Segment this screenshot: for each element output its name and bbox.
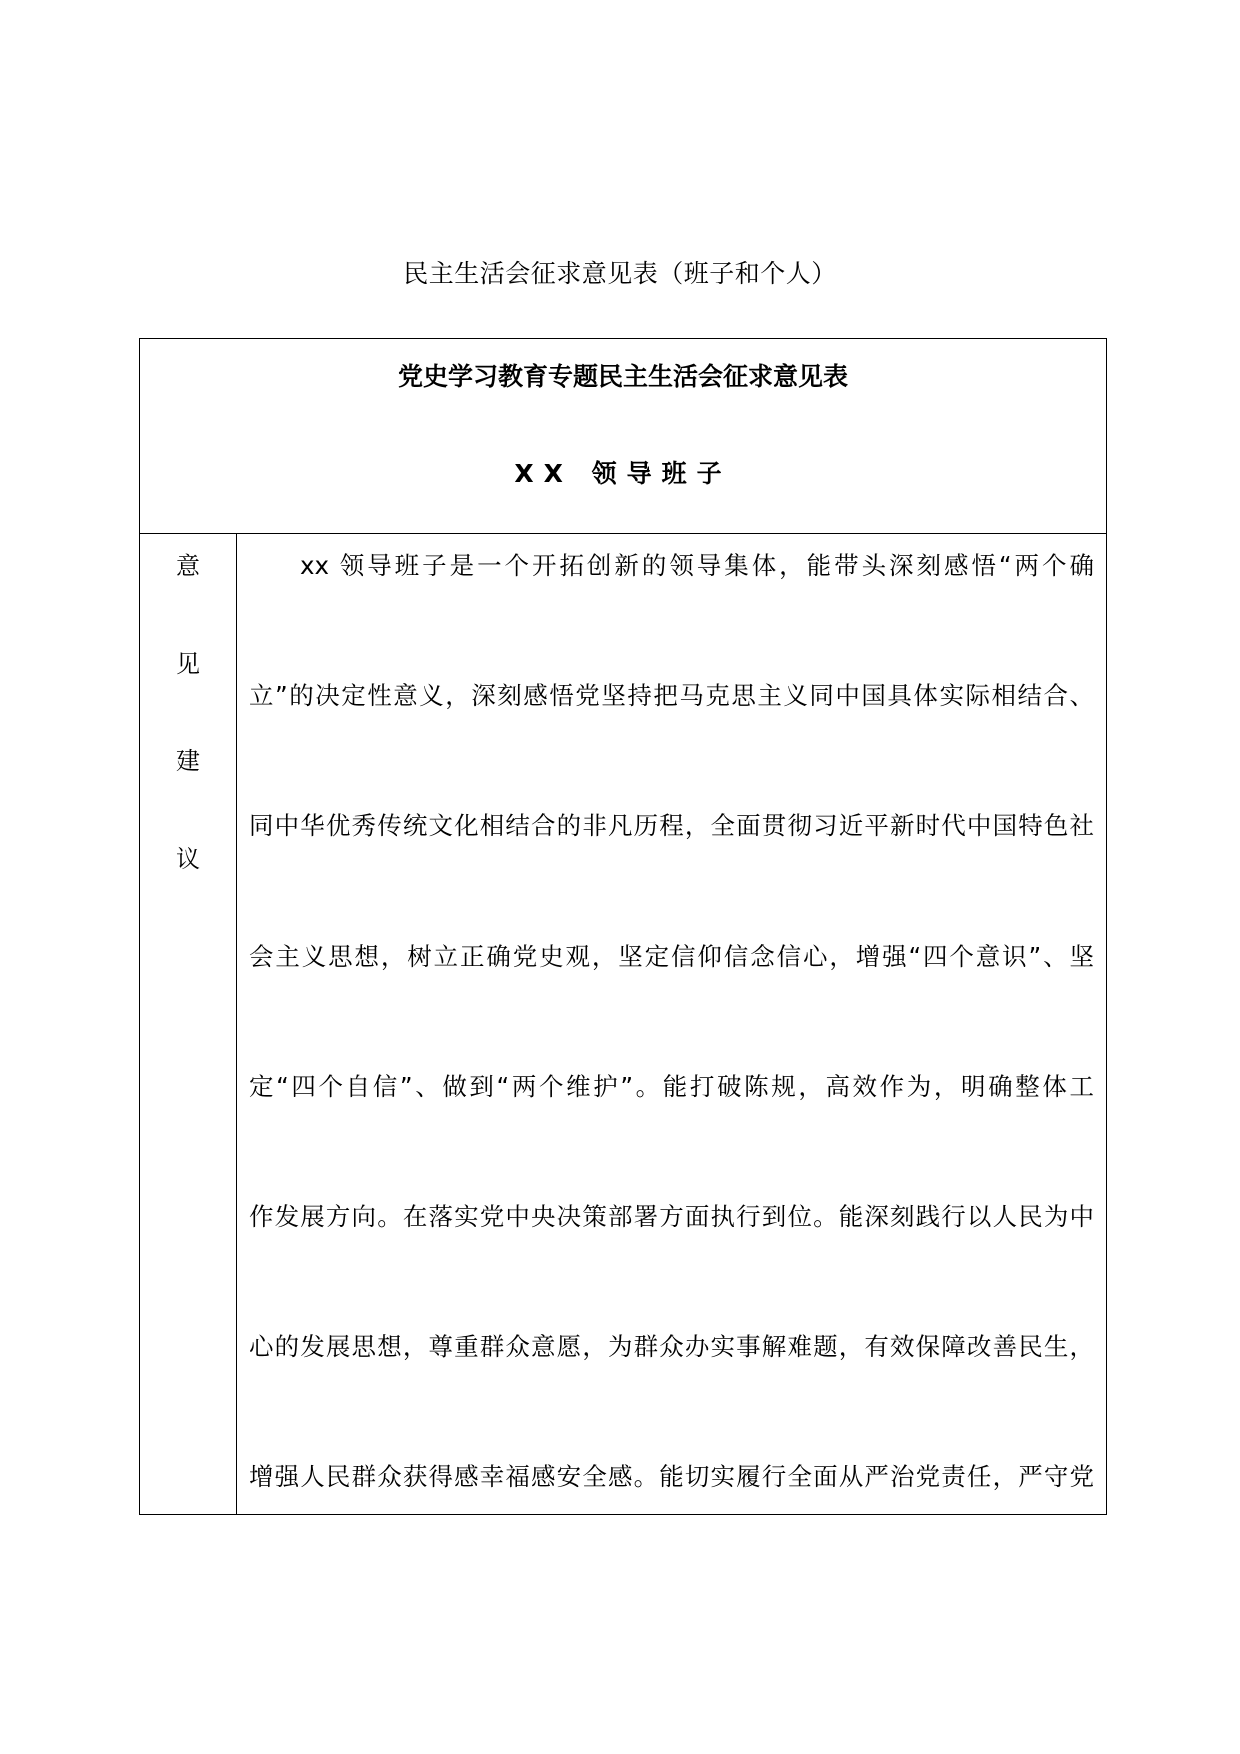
subject-name: XX 领导班子 <box>514 459 732 488</box>
label-column <box>140 534 237 1514</box>
content-line: 心的发展思想，尊重群众意愿，为群众办实事解难题，有效保障改善民生， <box>249 1332 1094 1361</box>
document-title: 民主生活会征求意见表（班子和个人） <box>403 259 837 288</box>
label-char: 议 <box>176 845 200 873</box>
label-char: 意 <box>176 552 200 580</box>
label-char: 见 <box>176 650 200 678</box>
form-header <box>140 339 1106 534</box>
content-line: 增强人民群众获得感幸福感安全感。能切实履行全面从严治党责任，严守党 <box>249 1462 1094 1491</box>
content-line: 同中华优秀传统文化相结合的非凡历程，全面贯彻习近平新时代中国特色社 <box>249 811 1094 840</box>
opinion-content <box>237 534 1106 1514</box>
content-line: xx 领导班子是一个开拓创新的领导集体，能带头深刻感悟“两个确 <box>300 551 1094 580</box>
content-line: 立”的决定性意义，深刻感悟党坚持把马克思主义同中国具体实际相结合、 <box>249 681 1094 710</box>
label-char: 建 <box>176 747 200 775</box>
content-line: 定“四个自信”、做到“两个维护”。能打破陈规，高效作为，明确整体工 <box>249 1072 1094 1101</box>
content-line: 作发展方向。在落实党中央决策部署方面执行到位。能深刻践行以人民为中 <box>249 1202 1094 1231</box>
form-heading: 党史学习教育专题民主生活会征求意见表 <box>397 362 848 391</box>
opinion-form-table <box>139 338 1107 1515</box>
content-line: 会主义思想，树立正确党史观，坚定信仰信念信心，增强“四个意识”、坚 <box>249 942 1094 971</box>
